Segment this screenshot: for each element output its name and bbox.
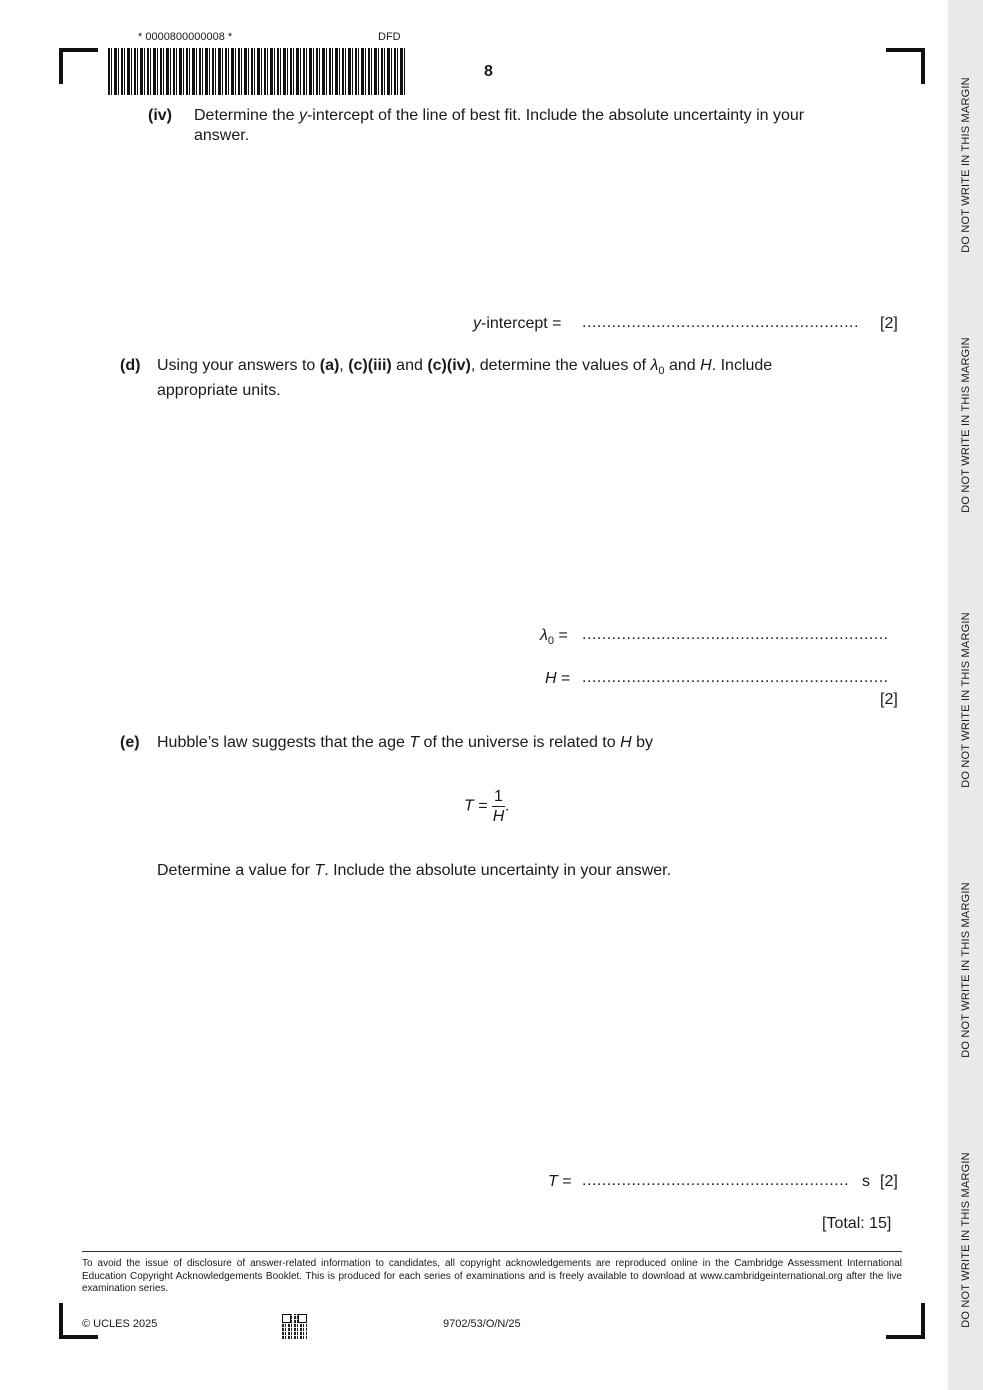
part-iv-marks: [2] (880, 315, 898, 332)
part-iv-answer-line[interactable]: ........................................................ (582, 314, 859, 331)
corner-mark-bottom-left-vertical (59, 1303, 63, 1339)
part-d-h-answer-line[interactable]: .............................................................. (582, 669, 889, 686)
corner-mark-top-left-vertical (59, 48, 63, 84)
copyright-note: To avoid the issue of disclosure of answer-related information to candidates, all copyright acknowledgements are reproduced online in the Cambridge Assessment International Education Copyright Acknowledgements Booklet. This is produced for each series of examinations and is freely available to download at www.cambridgeinternational.org after the live examination series. (82, 1258, 902, 1294)
part-e-label: (e) (120, 734, 140, 751)
margin-warning: DO NOT WRITE IN THIS MARGIN (959, 1152, 972, 1328)
part-e-answer-line[interactable]: ...................................................... (582, 1172, 850, 1189)
ucles-copyright: © UCLES 2025 (82, 1318, 158, 1330)
paper-code: 9702/53/O/N/25 (443, 1318, 521, 1330)
part-d-lambda-answer-line[interactable]: .............................................................. (582, 626, 889, 643)
part-e-marks: [2] (880, 1173, 898, 1190)
margin-warning: DO NOT WRITE IN THIS MARGIN (959, 882, 972, 1058)
part-e-unit: s (862, 1173, 870, 1190)
part-d-question: Using your answers to (a), (c)(iii) and (c)(iv), determine the values of $\lambda_0$ and H. Include appropriate units. (157, 357, 773, 400)
corner-mark-bottom-right (886, 1335, 925, 1339)
corner-mark-top-left (59, 48, 98, 52)
part-iv-label: (iv) (148, 107, 172, 124)
corner-mark-bottom-right-vertical (921, 1303, 925, 1339)
total-marks: [Total: 15] (822, 1215, 892, 1232)
part-e-instruction: Determine a value for T. Include the absolute uncertainty in your answer. (157, 862, 672, 879)
part-e-answer-label: T = (548, 1173, 572, 1190)
part-d-marks: [2] (880, 691, 898, 708)
part-d-lambda-label: $\lambda_0$ = (540, 627, 568, 648)
barcode-code: DFD (378, 31, 401, 43)
part-d-label: (d) (120, 357, 141, 374)
part-d-h-label: H = (545, 670, 571, 687)
corner-mark-bottom-left (59, 1335, 98, 1339)
barcode-text: * 0000800000008 * (138, 31, 233, 43)
part-iv-answer-label: y-intercept = (473, 315, 562, 332)
margin-warning: DO NOT WRITE IN THIS MARGIN (959, 337, 972, 513)
margin-warning: DO NOT WRITE IN THIS MARGIN (959, 612, 972, 788)
part-e-intro: Hubble’s law suggests that the age T of the universe is related to H by (157, 734, 653, 751)
margin-warning: DO NOT WRITE IN THIS MARGIN (959, 77, 972, 253)
qr-code (282, 1314, 307, 1339)
barcode-image (108, 48, 405, 95)
footer-rule (82, 1251, 902, 1252)
part-iv-question: Determine the y-intercept of the line of best fit. Include the absolute uncertainty in your answer. (194, 107, 805, 144)
corner-mark-top-right-vertical (921, 48, 925, 84)
corner-mark-top-right (886, 48, 925, 52)
page-number: 8 (484, 63, 493, 80)
hubble-formula: T = $\frac{1}{H}$ . (464, 788, 510, 825)
